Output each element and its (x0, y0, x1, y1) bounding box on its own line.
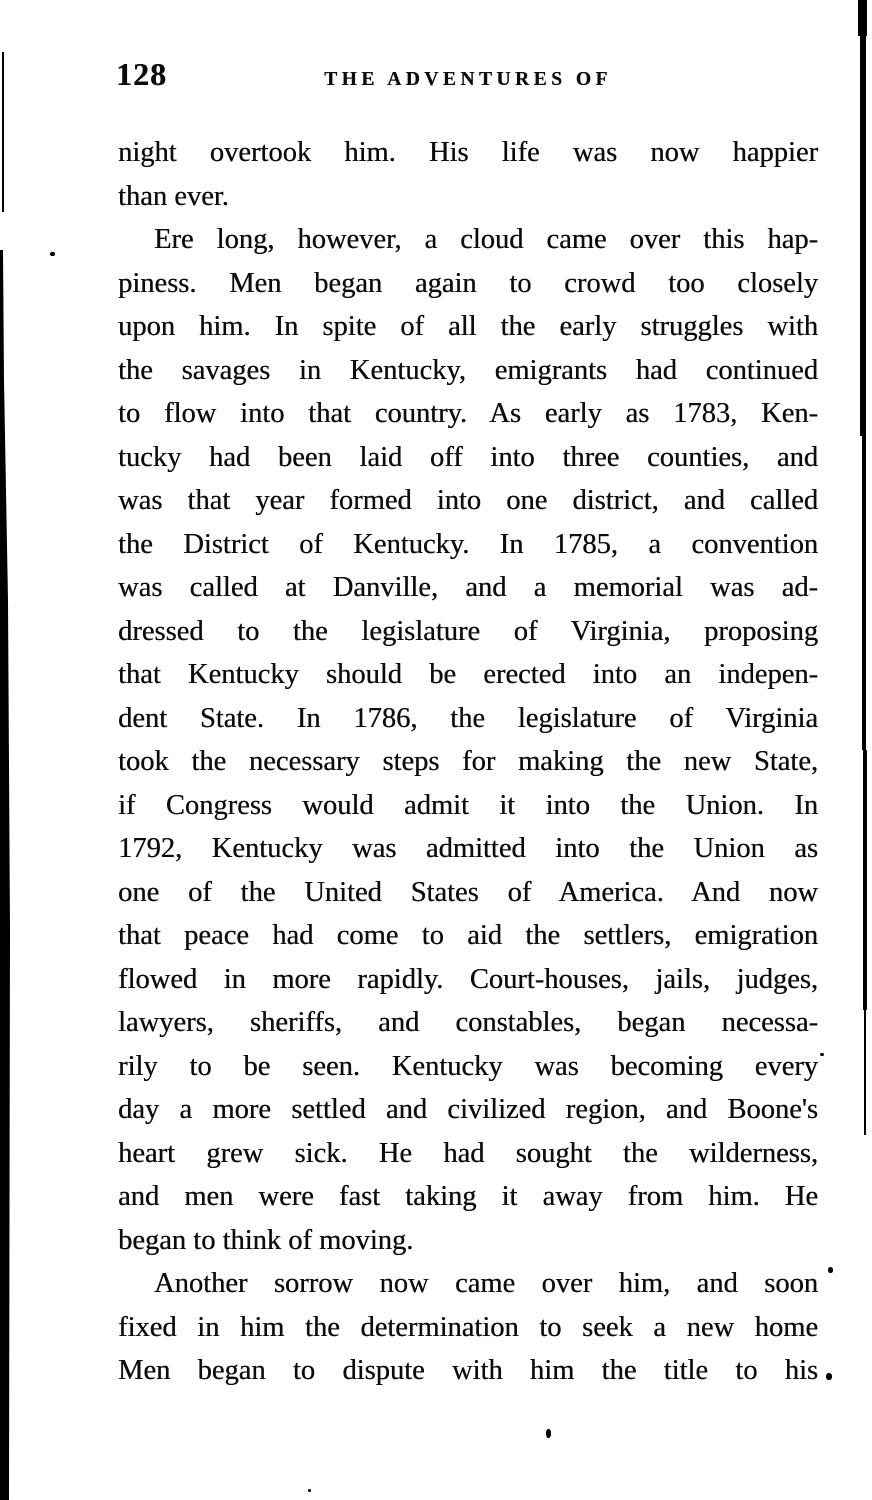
text-line: night overtook him. His life was now happier (118, 137, 818, 168)
text-line: began to think of moving. (118, 1224, 414, 1256)
text-line: the District of Kentucky. In 1785, a convention (118, 528, 818, 560)
scan-speck (308, 1489, 311, 1492)
text-line: flowed in more rapidly. Court-houses, jails, judges, (118, 963, 818, 995)
text-line: and men were fast taking it away from him. He (118, 1181, 818, 1212)
text-line: that peace had come to aid the settlers, emigration (118, 920, 818, 951)
text-line: was called at Danville, and a memorial was ad- (118, 572, 818, 603)
text-line: dressed to the legislature of Virginia, proposing (118, 615, 818, 647)
page-number: 128 (116, 56, 167, 92)
scan-border-right-bar (860, 36, 866, 436)
text-line: Ere long, however, a cloud came over this hap- (154, 224, 818, 255)
text-line: fixed in him the determination to seek a new home (118, 1311, 818, 1343)
scan-speck (820, 1053, 824, 1056)
scan-speck (828, 1267, 833, 1273)
scan-border-left-line (2, 52, 4, 212)
text-line: upon him. In spite of all the early struggles with (118, 311, 818, 342)
text-line: the savages in Kentucky, emigrants had continued (118, 354, 818, 386)
text-line: Another sorrow now came over him, and soon (154, 1268, 818, 1299)
scan-border-left-bar (0, 250, 12, 1500)
text-line: dent State. In 1786, the legislature of Virginia (118, 702, 818, 734)
text-line: day a more settled and civilized region, and Boone's (118, 1094, 818, 1125)
text-line: than ever. (118, 180, 229, 212)
scan-border-right-bar (864, 1010, 866, 1135)
text-line: that Kentucky should be erected into an indepen- (118, 659, 818, 690)
text-line: heart grew sick. He had sought the wilderness, (118, 1137, 818, 1169)
text-line: 1792, Kentucky was admitted into the Union as (118, 833, 818, 864)
text-line: if Congress would admit it into the Union. In (118, 789, 818, 821)
text-line: tucky had been laid off into three counties, and (118, 441, 818, 473)
running-title: THE ADVENTURES OF (324, 69, 612, 90)
text-line: piness. Men began again to crowd too closely (118, 267, 818, 299)
scan-speck (50, 252, 55, 256)
scan-border-right-bar (862, 436, 867, 750)
scan-speck (546, 1429, 551, 1438)
page-body (118, 131, 818, 1393)
text-line: lawyers, sheriffs, and constables, began necessa- (118, 1007, 818, 1038)
text-line: Men began to dispute with him the title to his (118, 1355, 818, 1386)
text-line: took the necessary steps for making the new State, (118, 746, 818, 777)
scan-border-right-bar (858, 0, 867, 36)
text-line: to flow into that country. As early as 1783, Ken- (118, 398, 818, 429)
text-line: was that year formed into one district, and called (118, 485, 818, 516)
scan-speck (826, 1373, 832, 1380)
scan-border-right-bar (863, 750, 867, 1010)
text-line: one of the United States of America. And now (118, 876, 818, 908)
text-line: rily to be seen. Kentucky was becoming every (118, 1050, 818, 1082)
